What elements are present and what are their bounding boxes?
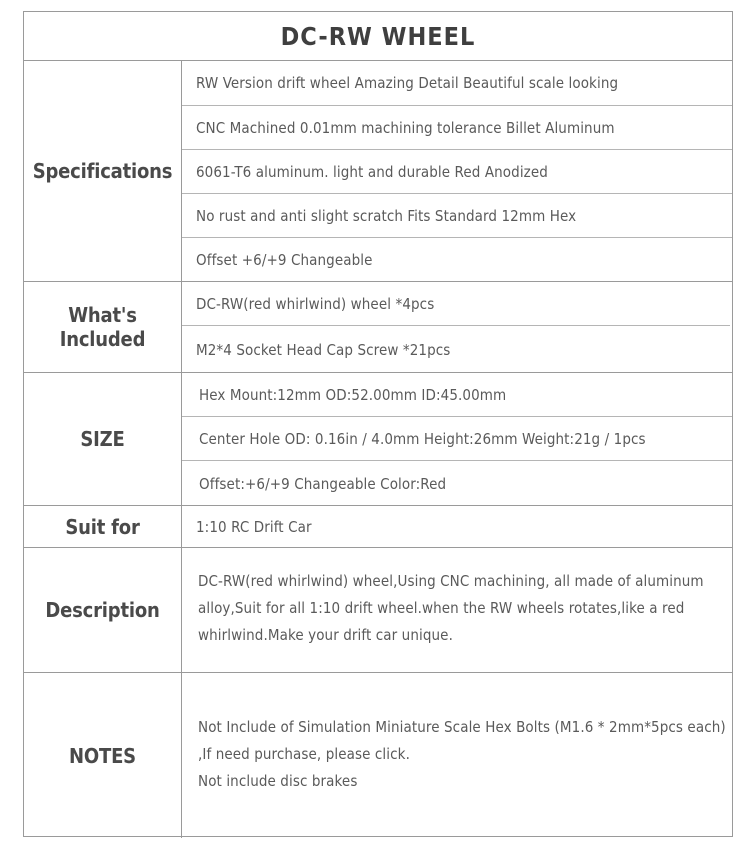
size-label: SIZE xyxy=(24,373,182,505)
included-rows xyxy=(182,282,732,372)
suit-label: Suit for xyxy=(24,506,182,547)
notes-body xyxy=(182,673,732,838)
notes-section xyxy=(24,673,732,838)
spec-row: Offset +6/+9 Changeable xyxy=(196,251,373,269)
description-label: Description xyxy=(24,548,182,672)
size-row: Hex Mount:12mm OD:52.00mm ID:45.00mm xyxy=(182,373,732,417)
included-label: What's Included xyxy=(24,282,182,372)
spec-row: RW Version drift wheel Amazing Detail Beautiful scale looking xyxy=(182,61,732,106)
included-row: DC-RW(red whirlwind) wheel *4pcs xyxy=(182,282,730,326)
description-section xyxy=(24,548,732,673)
spec-row: CNC Machined 0.01mm machining tolerance Billet Aluminum xyxy=(182,106,732,150)
notes-line: Not include disc brakes xyxy=(198,772,358,790)
suit-rows xyxy=(182,506,732,547)
notes-label: NOTES xyxy=(24,673,182,838)
size-section xyxy=(24,373,732,506)
description-line: alloy,Suit for all 1:10 drift wheel.when the RW wheels rotates,like a red xyxy=(198,599,685,617)
notes-text xyxy=(182,714,732,795)
notes-line: Not Include of Simulation Miniature Scale Hex Bolts (M1.6 * 2mm*5pcs each) xyxy=(198,718,726,736)
description-text xyxy=(182,568,732,649)
specifications-section xyxy=(24,61,732,282)
spec-row: 6061-T6 aluminum. light and durable Red Anodized xyxy=(182,150,732,194)
notes-purchase-link[interactable]: ,If need purchase, please click. xyxy=(198,745,410,763)
description-body xyxy=(182,548,732,672)
suit-value: 1:10 RC Drift Car xyxy=(196,518,312,536)
product-title: DC-RW WHEEL xyxy=(24,12,732,61)
size-row: Offset:+6/+9 Changeable Color:Red xyxy=(199,474,447,493)
spec-row: No rust and anti slight scratch Fits Standard 12mm Hex xyxy=(182,194,732,238)
spec-table xyxy=(23,11,733,837)
size-rows xyxy=(182,373,732,505)
size-row: Center Hole OD: 0.16in / 4.0mm Height:26mm Weight:21g / 1pcs xyxy=(182,417,732,461)
included-section xyxy=(24,282,732,373)
specifications-label: Specifications xyxy=(24,61,182,281)
included-row: M2*4 Socket Head Cap Screw *21pcs xyxy=(196,340,451,359)
description-line: whirlwind.Make your drift car unique. xyxy=(198,626,453,644)
description-line: DC-RW(red whirlwind) wheel,Using CNC machining, all made of aluminum xyxy=(198,572,704,590)
suit-section xyxy=(24,506,732,548)
specifications-rows xyxy=(182,61,732,281)
